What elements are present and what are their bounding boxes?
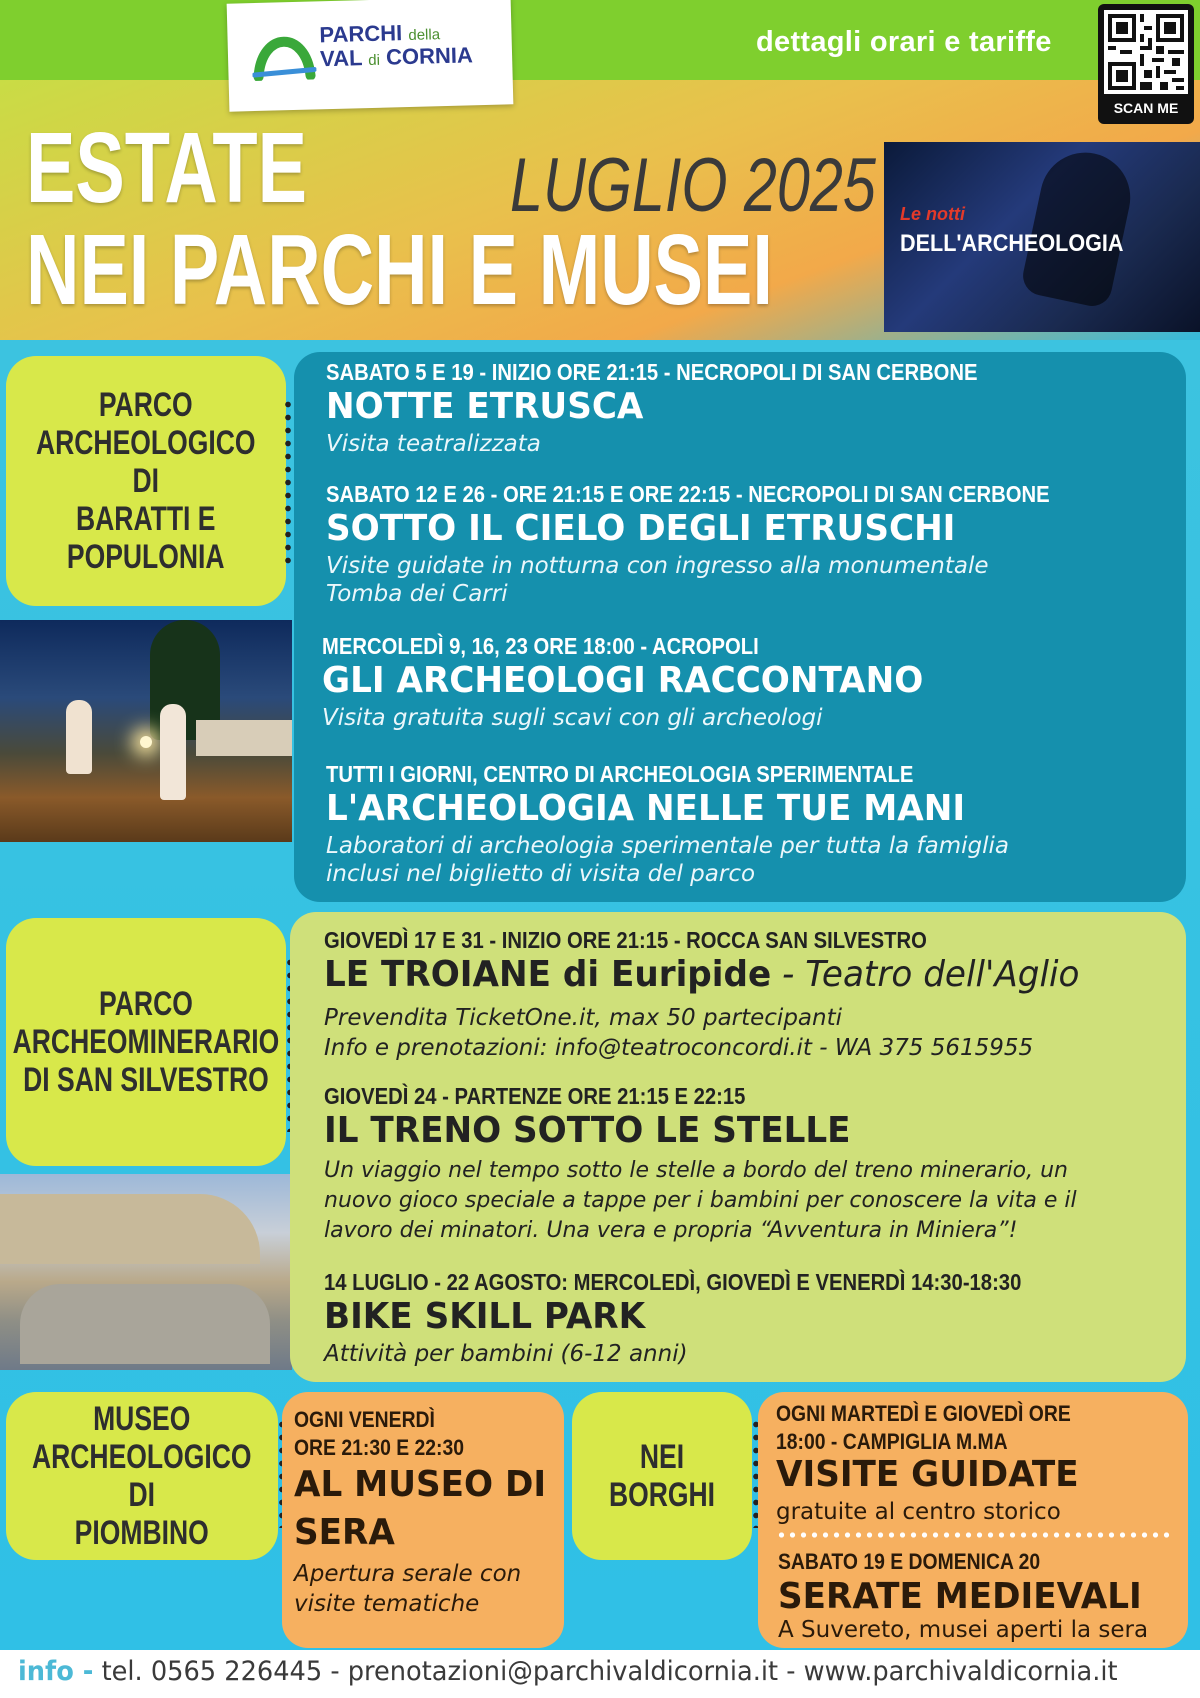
borghi-events-panel	[758, 1392, 1188, 1648]
qr-label: SCAN ME	[1113, 100, 1179, 116]
label-piombino-text: MUSEO ARCHEOLOGICO DI PIOMBINO	[32, 1400, 252, 1552]
event-title: SOTTO IL CIELO DEGLI ETRUSCHI	[326, 508, 956, 549]
logo[interactable]	[227, 0, 514, 112]
event-date: GIOVEDÌ 17 E 31 - INIZIO ORE 21:15 - ROCCA SAN SILVESTRO	[324, 927, 927, 953]
event-date: GIOVEDÌ 24 - PARTENZE ORE 21:15 E 22:15	[324, 1083, 746, 1109]
piombino-event-panel	[282, 1392, 564, 1648]
event-description: Visita gratuita sugli scavi con gli archeologi	[322, 705, 823, 731]
qr-code[interactable]	[1098, 4, 1194, 124]
dotted-connector	[284, 398, 292, 570]
label-borghi-text: NEI BORGHI	[608, 1438, 716, 1514]
event-description: visite tematiche	[294, 1591, 480, 1617]
month-label: LUGLIO 2025	[510, 143, 876, 228]
main-title-line-2: NEI PARCHI E MUSEI	[26, 214, 773, 326]
event-description: A Suvereto, musei aperti la sera	[778, 1617, 1149, 1643]
actor-figure	[160, 704, 186, 800]
event-title: AL MUSEO DI	[294, 1464, 547, 1505]
main-title-line-1: ESTATE	[26, 112, 307, 224]
label-silvestro	[6, 918, 286, 1166]
silvestro-events-panel	[290, 912, 1186, 1382]
event-date: TUTTI I GIORNI, CENTRO DI ARCHEOLOGIA SPERIMENTALE	[326, 761, 914, 787]
event-description: Attività per bambini (6-12 anni)	[324, 1341, 688, 1367]
event-date: SABATO 5 E 19 - INIZIO ORE 21:15 - NECROPOLI DI SAN CERBONE	[326, 359, 978, 385]
event-description: nuovo gioco speciale a tappe per i bambini per conoscere la vita e il	[324, 1188, 1077, 1213]
notti-small-text: Le notti	[900, 204, 965, 224]
night-performance-photo	[0, 620, 292, 842]
light-icon	[140, 736, 152, 748]
building-shape	[196, 720, 292, 756]
event-description: Prevendita TicketOne.it, max 50 partecipanti	[324, 1005, 843, 1031]
event-title: BIKE SKILL PARK	[324, 1296, 646, 1337]
event-description: Laboratori di archeologia sperimentale per tutta la famiglia	[326, 833, 1010, 859]
label-piombino	[6, 1392, 278, 1560]
notti-big-text: DELL'ARCHEOLOGIA	[900, 230, 1124, 257]
label-baratti	[6, 356, 286, 606]
event-date: ORE 21:30 E 22:30	[294, 1435, 465, 1460]
qr-code-icon	[1104, 10, 1188, 94]
rocca-photo	[0, 1174, 292, 1370]
event-description: gratuite al centro storico	[776, 1499, 1061, 1525]
label-borghi	[572, 1392, 752, 1560]
event-title: LE TROIANE di Euripide - Teatro dell'Aglio	[324, 954, 1080, 995]
event-title: NOTTE ETRUSCA	[326, 386, 644, 427]
actor-figure	[66, 700, 92, 774]
label-baratti-text: PARCO ARCHEOLOGICO DI BARATTI E POPULONIA	[36, 386, 256, 576]
event-description: inclusi nel biglietto di visita del parco	[326, 861, 756, 887]
event-date: OGNI VENERDÌ	[294, 1407, 435, 1432]
event-date: SABATO 19 E DOMENICA 20	[778, 1549, 1041, 1574]
event-title: GLI ARCHEOLOGI RACCONTANO	[322, 660, 924, 701]
event-description: Info e prenotazioni: info@teatroconcordi.it - WA 375 5615955	[324, 1035, 1034, 1061]
logo-line-2: VAL di CORNIA	[319, 42, 474, 72]
event-date: 18:00 - CAMPIGLIA M.MA	[776, 1429, 1008, 1454]
event-description: Visita teatralizzata	[326, 431, 541, 457]
footer-info-label: info -	[18, 1656, 94, 1687]
event-date: OGNI MARTEDÌ E GIOVEDÌ ORE	[776, 1401, 1071, 1426]
dotted-separator	[776, 1532, 1172, 1538]
footer	[0, 1650, 1200, 1698]
event-description: Visite guidate in notturna con ingresso alla monumentale	[326, 553, 989, 579]
rock-shape	[20, 1284, 270, 1364]
notti-archeologia-banner	[884, 142, 1200, 332]
event-title: VISITE GUIDATE	[776, 1454, 1079, 1495]
footer-contact-text[interactable]: tel. 0565 226445 - prenotazioni@parchivaldicornia.it - www.parchivaldicornia.it	[93, 1656, 1118, 1687]
event-title: SERATE MEDIEVALI	[778, 1576, 1142, 1617]
event-title: SERA	[294, 1512, 395, 1553]
logo-line-1: PARCHI della	[319, 20, 441, 48]
event-date: MERCOLEDÌ 9, 16, 23 ORE 18:00 - ACROPOLI	[322, 633, 759, 659]
silhouette-figure	[1019, 144, 1138, 309]
event-date: SABATO 12 E 26 - ORE 21:15 E ORE 22:15 - NECROPOLI DI SAN CERBONE	[326, 481, 1050, 507]
event-description: lavoro dei minatori. Una vera e propria “Avventura in Miniera”!	[324, 1218, 1018, 1243]
baratti-events-panel	[294, 352, 1186, 902]
ruins-shape	[0, 1194, 260, 1264]
event-date: 14 LUGLIO - 22 AGOSTO: MERCOLEDÌ, GIOVEDÌ E VENERDÌ 14:30-18:30	[324, 1269, 1022, 1295]
label-silvestro-text: PARCO ARCHEOMINERARIO DI SAN SILVESTRO	[12, 985, 280, 1099]
footer-contacts[interactable]	[18, 1656, 1118, 1687]
event-description: Un viaggio nel tempo sotto le stelle a bordo del treno minerario, un	[324, 1158, 1068, 1183]
event-description: Tomba dei Carri	[326, 581, 508, 607]
event-description: Apertura serale con	[294, 1561, 522, 1587]
event-title: IL TRENO SOTTO LE STELLE	[324, 1110, 851, 1151]
event-title: L'ARCHEOLOGIA NELLE TUE MANI	[326, 788, 966, 829]
details-text[interactable]: dettagli orari e tariffe	[756, 26, 1052, 58]
arch-logo-icon	[251, 19, 317, 81]
